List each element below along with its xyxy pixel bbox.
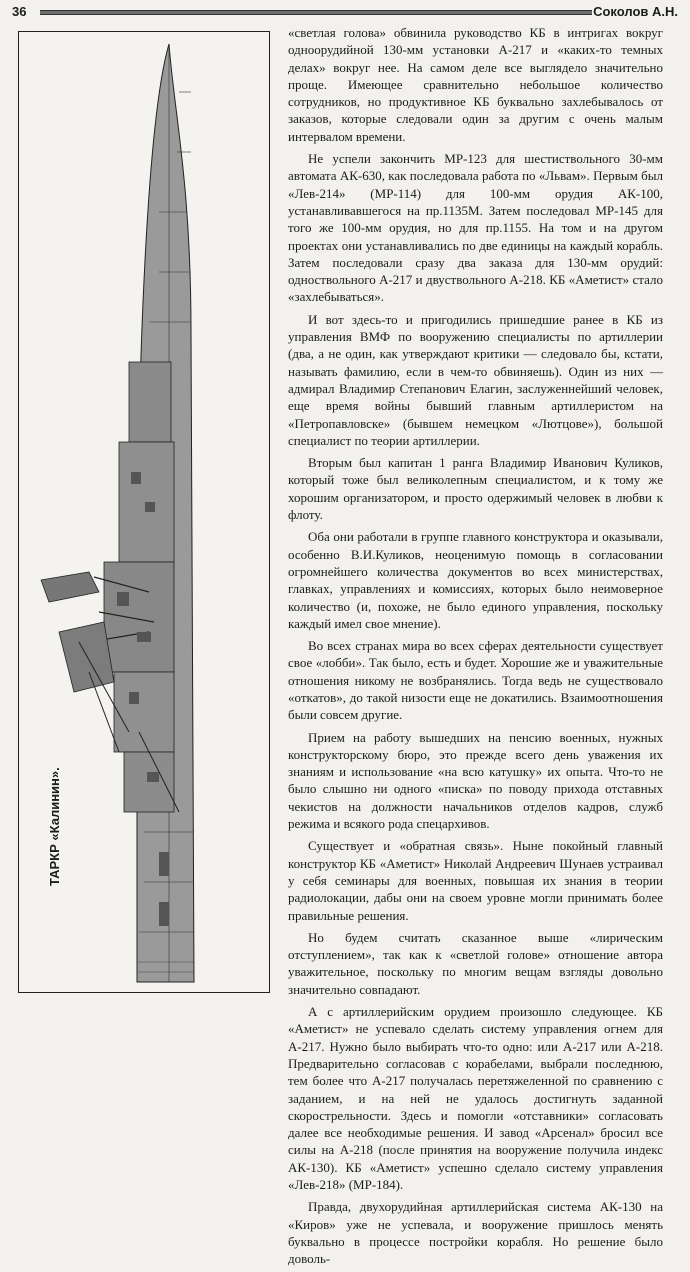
article-text — [288, 24, 663, 1272]
page-number: 36 — [12, 4, 27, 19]
paragraph: А с артиллерийским орудием произошло следующее. КБ «Аметист» не успевало сделать систему управления огнем для А-217. Нужно было выбирать что-то одно: или А-217 или А-218. Предварительно согласовав с корабелами, выбрали последнюю, тем более что А-217 получалась перетяжеленной по сравнению с заданием, и на ней не удалось достигнуть заданной скорострельности. Здесь и помогли «отставники» согласовать далее все необходимые решения. И завод «Арсенал» бросил все силы на А-218 (после принятия на вооружение получила индекс АК-130). КБ «Аметист» успешно сделало систему управления «Лев-218» (МР-184). — [288, 1004, 663, 1192]
paragraph: Прием на работу вышедших на пенсию военных, нужных конструкторскому бюро, это прежде всего день уважения их знаниям и использование «на всю катушку» их опыта. Что-то не было слышно ни одного «писка» по поводу прихода отставных чекистов на должности начальников отделов кадров, служб режима и всякого рода спецархивов. — [288, 729, 663, 832]
paragraph: Но будем считать сказанное выше «лирическим отступлением», так как к «светлой голове» отношение автора уважительное, поскольку по многим вещам взгляды довольно значительно совпадают. — [288, 929, 663, 997]
paragraph: Оба они работали в группе главного конструктора и оказывали, особенно В.И.Куликов, неоценимую помощь в согласовании огромнейшего количества документов во всех министерствах, главках, управлениях и комиссиях, которых было неимоверное количество (и, похоже, не было единого управления, поскольку каждый имел свое мнение). — [288, 529, 663, 631]
figure-caption: ТАРКР «Калинин». — [47, 767, 62, 886]
running-author: Соколов А.Н. — [593, 4, 678, 19]
page-header — [12, 0, 678, 22]
paragraph: «светлая голова» обвинила руководство КБ в интригах вокруг одноорудийной 130-мм установки А-217 и «каких-то темных делах» вокруг нее. На самом деле все выглядело значительно проще. Имеющее сравнительно небольшое количество сотрудников, но продуктивное КБ буквально захлебывалось от заказов, которые следовали один за другим с очень малым интервалом времени. — [288, 25, 663, 144]
header-rule — [40, 10, 592, 15]
paragraph: Во всех странах мира во всех сферах деятельности существует свое «лобби». Так было, есть и будет. Хорошие же и уважительные отношения никому не возбранялись. Тогда ведь не существовало «откатов», до такой низости еще не докатились. Взаимоотношения были совсем другие. — [288, 638, 663, 723]
paragraph: Правда, двухорудийная артиллерийская система АК-130 на «Киров» уже не успевала, и вооружение пришлось менять буквально в процессе постройки корабля. Но решение было доволь- — [288, 1199, 663, 1267]
paragraph: Существует и «обратная связь». Ныне покойный главный конструктор КБ «Аметист» Николай Андреевич Шунаев устраивал у себя семинары для военных, повышая их знания в теории радиолокации, дабы они на своем уровне могли принимать более правильные решения. — [288, 838, 663, 923]
ship-figure — [18, 31, 270, 993]
paragraph: Не успели закончить МР-123 для шестиствольного 30-мм автомата АК-630, как последовала работа по «Львам». Первым был «Лев-214» (МР-114) для 100-мм орудия АК-100, устанавливавшегося на пр.1135М. Затем последовал МР-145 для того же 100-мм орудия, но для пр.1155. На том и на другом проектах они устанавливались по две единицы на каждый корабль. Затем последовали сразу два заказа для 130-мм орудий: одноствольного А-217 и двуствольного А-218. КБ «Аметист» стало «захлебываться». — [288, 151, 663, 305]
paragraph: И вот здесь-то и пригодились пришедшие ранее в КБ из управления ВМФ по вооружению специалисты по артиллерии (два, а не один, как утверждают критики — следовало бы, кстати, называть фамилию, если в чем-то обвиняешь). Один из них — адмирал Владимир Степанович Елагин, заслуженнейший человек, еще время войны бывший главным артиллеристом на «Петропавловске» (бывшем немецком «Лютцове»), большой специалист по теории артиллерии. — [288, 311, 663, 448]
paragraph: Вторым был капитан 1 ранга Владимир Иванович Куликов, который тоже был великолепным специалистом, и к тому же хорошим организатором, и просто одержимый человек в любви к флоту. — [288, 455, 663, 523]
